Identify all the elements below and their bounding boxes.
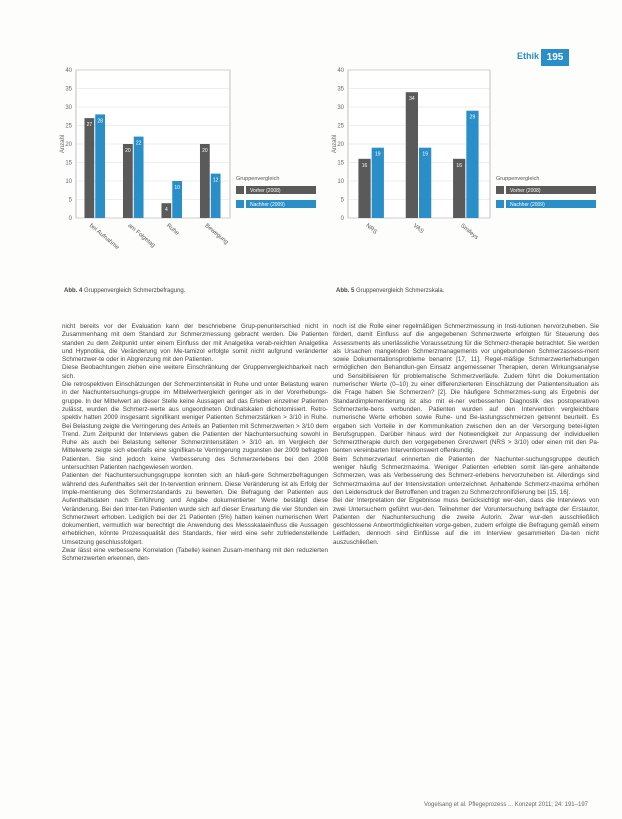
y-axis-label: Anzahl [60,134,66,154]
paragraph: Zwar lässt eine verbesserte Korrelation (Tabelle) keinen Zusam-menhang mit den reduzierten Schmerzwerten erkennen, den- [62,547,328,563]
x-tick-label: Smileys [459,222,480,242]
legend-title: Gruppenvergleich [236,176,280,182]
y-tick-label: 20 [65,142,72,148]
y-tick-label: 30 [65,105,72,111]
data-label: 10 [174,185,180,191]
left-text-column [62,323,328,564]
y-tick-label: 20 [337,142,344,148]
figure-5-caption-label: Abb. 5 [336,288,355,294]
paragraph: Bei der Interpretation der Ergebnisse muss berücksichtigt wer-den, dass die Interviews von zwei Untersuchern geführt wur-den. Teilnehmer der Voruntersuchung befragte der Erstautor, Patienten der Nachuntersuchung die zweite Autorin. Zwar wur-den ausschließlich geschlossene Antwortmöglichkeiten vorge-geben, zudem erfolgte die Befragung gemäß einem Leitfaden, dennoch sind Einflüsse auf die im Interview gesammelten Da-ten nicht auszuschließen. [333,497,599,546]
bar [419,148,431,218]
page-header [0,25,595,63]
y-tick-label: 30 [337,105,344,111]
y-tick-label: 40 [65,68,72,74]
bar [466,111,478,218]
data-label: 29 [469,114,476,121]
page-footer: Vogelsang et al. Pflegeprozess ... Konzept 2011; 24: 191–197 [423,802,588,808]
legend-swatch [236,186,244,194]
x-tick-label: am Folgetag [126,222,156,249]
bar [95,114,105,218]
data-label: 20 [202,148,208,154]
data-label: 19 [375,151,381,158]
figure-4-caption [64,288,185,294]
right-text-column [333,323,599,547]
figure-4-caption-text: Gruppenvergleich Schmerzbefragung. [84,288,186,294]
legend-title: Gruppenvergleich [496,176,540,182]
section-label: Ethik [516,51,539,61]
y-tick-label: 15 [337,160,344,167]
figure-5-caption-text: Gruppenvergleich Schmerzskala. [356,288,445,294]
y-tick-label: 15 [65,160,72,167]
bar [200,144,210,218]
bar [134,137,144,218]
paragraph: Die retrospektiven Einschätzungen der Schmerzintensität in Ruhe und unter Belastung waren in der Nachuntersuchungs-gruppe im Mittelwertvergleich geringer als in der Vorerhebungs-gruppe. In der Mittelwert an dieser Stelle keine Aussagen auf das Erleben einzelner Patienten zulässt, wurden die Schmerz-werte aus ungeordneten Ordinalskalen dichotomisiert. Retro-spektiv hatten 2009 insgesamt signifikant weniger Patienten Schmerzstärken > 3/10 in Ruhe. Bei Belastung zeigte die Verringerung des Anteils an Patienten mit Schmerzwerten > 3/10 dem Trend. Zum Zeitpunkt der Interviews gaben die Patienten der Nachuntersuchung sowohl in Ruhe als auch bei Belastung seltener Schmerzintensitäten > 3/10 an. Im Vergleich der Mittelwerte zeigte sich ebenfalls eine signifikan-te Verringerung zugunsten der 2009 befragten Patienten. Sie sind jedoch keine Verbesserung des Schmerzerlebens bei den 2008 untersuchten Patienten nachgewiesen worden. [62,381,328,472]
data-label: 28 [97,118,103,125]
data-label: 16 [361,162,368,169]
data-label: 20 [125,148,131,154]
x-tick-label: NRS [364,222,378,236]
figure-5-caption [336,288,444,294]
x-tick-label: Bewegung [203,222,230,246]
data-label: 22 [135,140,142,147]
legend-swatch [496,186,504,194]
x-tick-label: Ruhe [164,222,180,237]
data-label: 19 [422,151,428,158]
figure-4-chart [58,60,320,285]
y-tick-label: 10 [337,179,344,185]
bar [372,148,384,218]
data-label: 4 [164,207,168,214]
legend-label: Nachher (2009) [250,202,285,208]
y-tick-label: 0 [340,216,344,222]
data-label: 34 [409,96,415,103]
y-tick-label: 5 [340,197,344,204]
bar [123,144,133,218]
y-tick-label: 10 [65,179,72,185]
y-tick-label: 35 [65,86,72,93]
x-tick-label: bei Aufnahme [87,222,120,252]
paragraph: noch ist die Rolle einer regelmäßigen Schmerzmessung in Insti-tutionen hervorzuheben. Sie fördert, damit Einfluss auf die angegebenen Schmerzwerte erfolgten für Steuerung des Assessments als unerlässliche Voraussetzung für die Schmerz-therapie betrachtet. Sie werden als Ursachen mangelnden Schmerzmanagements vor ungebundenen Schmerzassess-ment sowie Dokumentationsprobleme benannt [17, 11]. Regel-mäßige Schmerzwerterhebungen ermöglichen den Behandlun-gen Einsatz angemessener Therapien, deren Wirkungsanalyse und Sensibilisieren für problematische Schmerzverläufe. Zudem führt die Dokumentation numerischer Werte (0–10) zu einer differenzierteren Einschätzung der Patientensituation als die Frage haben Sie Schmerzen? [2]. Die häufigere Schmerzmes-sung als Ergebnis der Standardimplementierung ist also mit ei-ner verbesserten Diagnostik des postoperativen Schmerzerle-bens verbunden. Patienten wurden auf den Intervention vergleichbare numerische Werte erhoben sowie Ruhe- und Be-lastungsschmerzen getrennt beurteilt. Es ergaben sich Vorteile in der Kommunikation zwischen den an der Versorgung betei-ligten Berufsgruppen. Darüber hinaus wird der Notwendigkeit zur Anpassung der individuellen Schmerztherapie durch den vorgegebenen Grenzwert (NRS > 3/10) oder einen mit den Pa-tienten vereinbarten Interventionswert offenkundig. [333,323,599,455]
y-tick-label: 35 [337,86,344,93]
page-number: 195 [541,49,569,66]
y-tick-label: 5 [68,197,72,204]
y-tick-label: 25 [337,123,344,130]
legend-label: Vorher (2008) [510,188,541,194]
y-axis-label: Anzahl [332,134,338,154]
paragraph: Beim Schmerzverlauf erinnerten die Patienten der Nachunter-suchungsgruppe deutlich weniger häufig Schmerzmaxima. Weniger Patienten erlebten somit län-gere anhaltende Schmerzen, was als Verbesserung des Schmerz-erlebens hervorzuheben ist. Allerdings sind Schmerzmaxima auf der Intensivstation unterzeichnet. Anhaltende Schmerz-maxima erhöhen den Leidensdruck der Betroffenen und tragen zu Schmerzchronifizierung bei [15, 16]. [333,455,599,496]
paragraph: Diese Beobachtungen ziehen eine weitere Einschränkung der Gruppenvergleichbarkeit nach sich. [62,364,328,380]
figure-4-caption-label: Abb. 4 [64,288,83,294]
paragraph: nicht bereits vor der Evaluation kann der beschriebene Grup-penunterschied nicht in Zusammenhang mit dem Standard zur Schmerzmessung gebracht werden. Die Patienten standen zu dem Zeitpunkt unter einem Einfluss der mit Analgetika verab-reichten Analgetika und Hypnotika, die Veränderung von Me-tamizol erfolgte somit nicht aufgrund veränderter Schmerzwer-te oder in Abgrenzung mit den Patienten. [62,323,328,364]
bar [84,118,94,218]
y-tick-label: 40 [337,68,344,74]
legend-label: Nachher (2009) [510,202,545,208]
legend-swatch [496,200,504,208]
figure-5-chart [330,60,600,285]
bar [406,92,418,218]
paragraph: Patienten der Nachuntersuchungsgruppe konnten sich an häufi-gere Schmerzbefragungen während des Aufenthaltes seit der In-tervention erinnern. Diese Veränderung ist als Erfolg der Imple-mentierung des Schmerzstandards zu bewerten. Die Befragung der Patienten aus Aufenthaltsdaten nach Einführung und Angabe dokumentierter Werte bestätigt diese Veränderung. Bei den Inter-ten Patienten wurde sich auf dieser Erwartung die vier Stunden ein Schmerzwert erhoben. Lediglich bei der 21 Patienten (5%) hatten keinen numerischen Wert dokumentiert, vermutlich war berechtigt die Anwendung des Messskalaeinfluss die Aussagen erheblichen, könnte Prozessqualität des Standards, hier wird eine sehr zufriedenstellende Umsetzung geschlussfolgert. [62,472,328,546]
x-tick-label: VAS [411,222,425,235]
y-tick-label: 0 [68,216,72,222]
data-label: 27 [86,122,93,129]
legend-label: Vorher (2008) [250,188,281,194]
y-tick-label: 25 [65,123,72,130]
data-label: 16 [456,162,462,169]
data-label: 12 [212,177,219,184]
legend-swatch [236,200,244,208]
